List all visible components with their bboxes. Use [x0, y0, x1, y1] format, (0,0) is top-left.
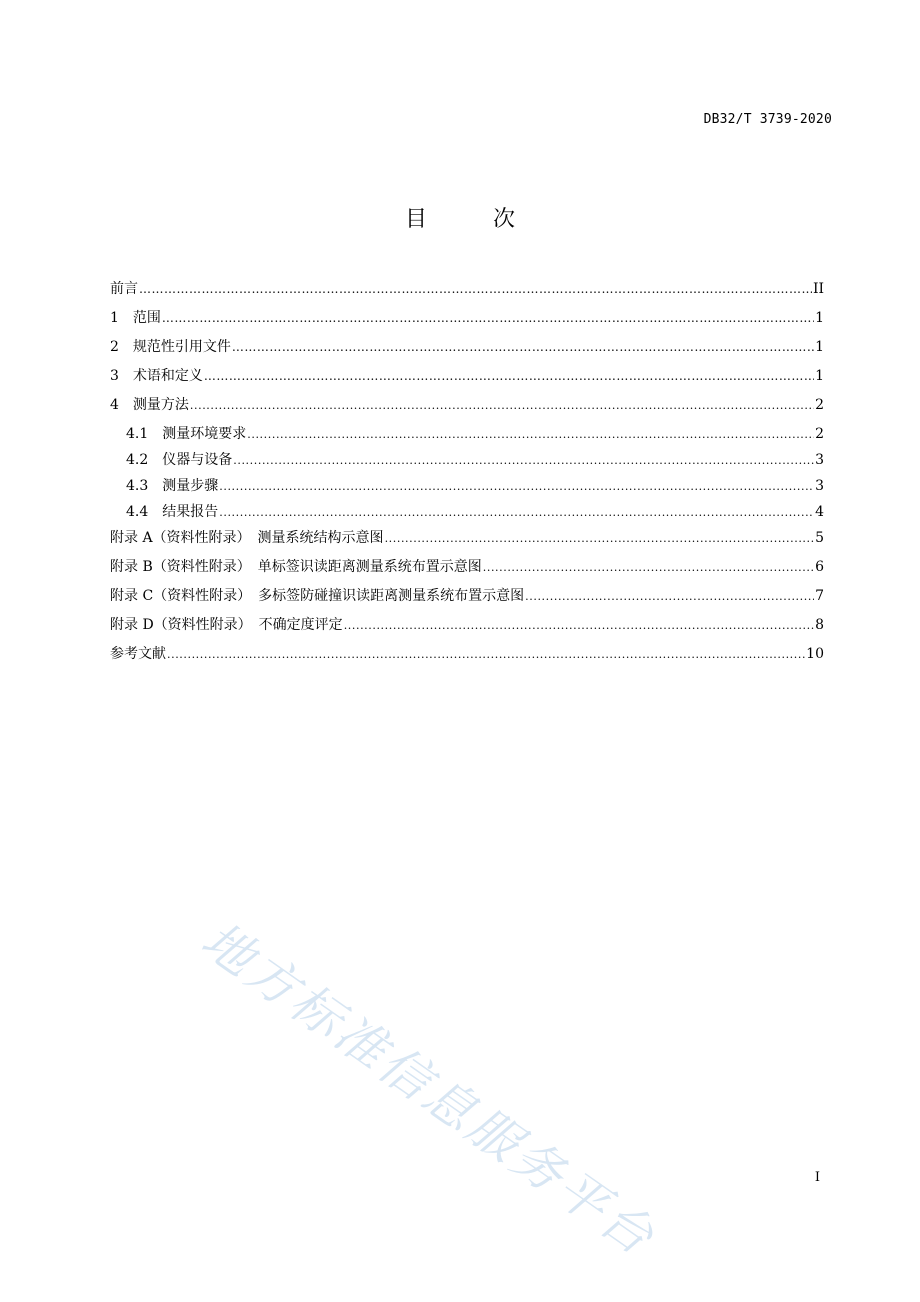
- toc-entry-page: 1: [815, 310, 824, 326]
- toc-leader-dots: [139, 279, 812, 299]
- toc-entry-page: 1: [815, 339, 824, 355]
- toc-entry[interactable]: [110, 424, 824, 450]
- toc-leader-dots: [219, 476, 814, 497]
- toc-entry[interactable]: [110, 337, 824, 366]
- toc-entry-label: 4.4 结果报告: [126, 504, 219, 520]
- toc-entry[interactable]: [110, 476, 824, 502]
- toc-entry[interactable]: [110, 644, 824, 674]
- toc-entry[interactable]: [110, 615, 824, 644]
- toc-entry-label: 附录 C（资料性附录） 多标签防碰撞识读距离测量系统布置示意图: [110, 588, 525, 604]
- toc-leader-dots: [204, 366, 814, 386]
- toc-entry[interactable]: [110, 557, 824, 586]
- toc-entry[interactable]: [110, 308, 824, 337]
- toc-entry-page: 6: [815, 559, 824, 575]
- toc-entry-label: 附录 A（资料性附录） 测量系统结构示意图: [110, 530, 384, 546]
- toc-entry[interactable]: [110, 395, 824, 424]
- toc-entry-page: 3: [815, 452, 824, 468]
- toc-entry[interactable]: [110, 502, 824, 528]
- toc-entry-page: 2: [815, 426, 824, 442]
- toc-entry-label: 附录 B（资料性附录） 单标签识读距离测量系统布置示意图: [110, 559, 482, 575]
- toc-entry-page: 5: [815, 530, 824, 546]
- toc-entry-page: 7: [815, 588, 824, 604]
- page-title: 目 次: [404, 207, 537, 232]
- toc-entry[interactable]: [110, 450, 824, 476]
- toc-entry[interactable]: [110, 586, 824, 615]
- toc-entry-label: 1 范围: [110, 310, 161, 326]
- toc-entry-label: 3 术语和定义: [110, 368, 203, 384]
- toc-entry-label: 4.3 测量步骤: [126, 478, 219, 494]
- page-number: I: [814, 1170, 820, 1185]
- toc-entry[interactable]: [110, 279, 824, 308]
- toc-entry-label: 4 测量方法: [110, 397, 189, 413]
- toc-entry-label: 附录 D（资料性附录） 不确定度评定: [110, 617, 343, 633]
- toc-entry-page: 3: [815, 478, 824, 494]
- toc-leader-dots: [233, 450, 814, 471]
- document-code: DB32/T 3739-2020: [703, 112, 832, 127]
- toc-entry-label: 4.1 测量环境要求: [126, 426, 247, 442]
- toc-leader-dots: [219, 502, 814, 523]
- toc-entry-page: 10: [806, 646, 824, 662]
- toc-entry-page: II: [812, 281, 824, 297]
- toc-entry-label: 4.2 仪器与设备: [126, 452, 233, 468]
- toc-leader-dots: [385, 528, 815, 549]
- toc-entry-page: 8: [815, 617, 824, 633]
- toc-leader-dots: [247, 424, 814, 445]
- table-of-contents: [110, 279, 824, 674]
- toc-leader-dots: [162, 308, 814, 328]
- watermark: 地方标准信息服务平台: [191, 910, 667, 1268]
- toc-entry-page: 2: [815, 397, 824, 413]
- toc-entry-label: 参考文献: [110, 646, 166, 662]
- toc-entry-label: 前言: [110, 281, 138, 297]
- toc-leader-dots: [525, 586, 814, 607]
- toc-entry-page: 1: [815, 368, 824, 384]
- toc-leader-dots: [344, 615, 814, 636]
- toc-entry[interactable]: [110, 528, 824, 557]
- toc-leader-dots: [167, 644, 805, 665]
- toc-leader-dots: [232, 337, 814, 357]
- toc-entry-label: 2 规范性引用文件: [110, 339, 231, 355]
- toc-leader-dots: [190, 395, 814, 416]
- toc-entry-page: 4: [815, 504, 824, 520]
- toc-leader-dots: [483, 557, 814, 578]
- toc-entry[interactable]: [110, 366, 824, 395]
